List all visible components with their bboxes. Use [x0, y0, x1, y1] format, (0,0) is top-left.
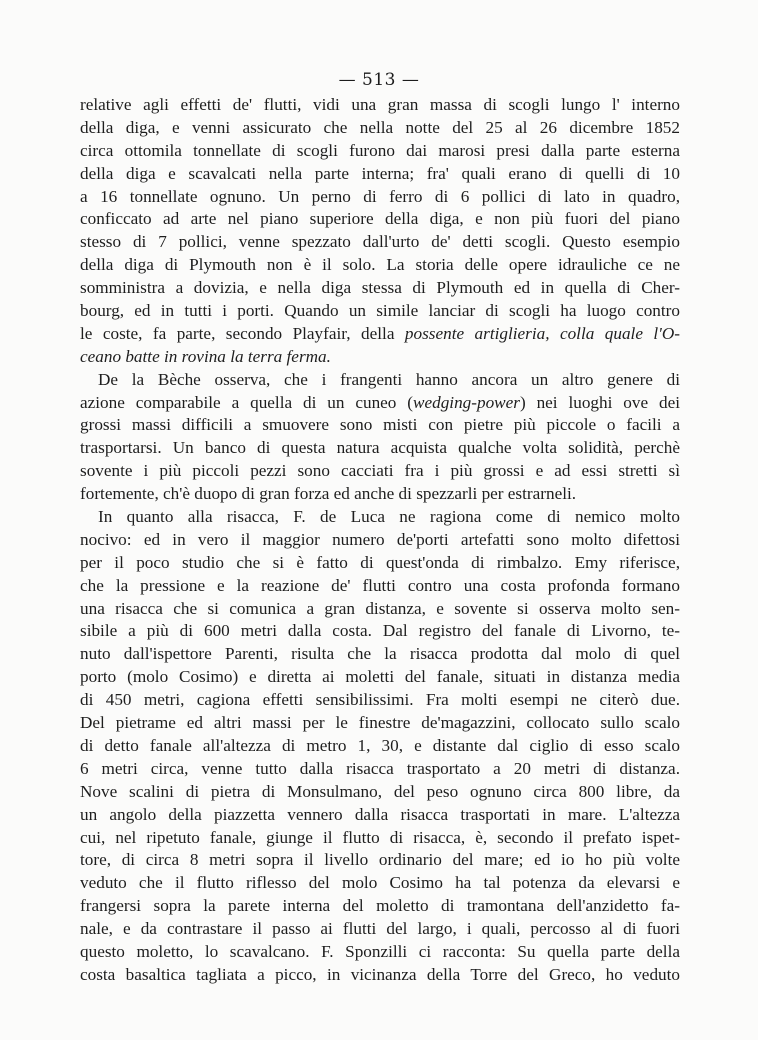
text-line	[80, 827, 680, 850]
italic-text: possente artiglieria, colla quale l'O-	[404, 323, 680, 343]
text-line	[80, 208, 680, 231]
text-line	[80, 918, 680, 941]
text-line	[80, 804, 680, 827]
text-segment: di detto fanale all'altezza di metro 1, 30, e distante dal ciglio di esso scalo	[80, 735, 680, 755]
text-segment: ) nei luoghi ove dei	[519, 392, 680, 412]
text-line	[80, 392, 680, 415]
text-line	[80, 643, 680, 666]
text-segment: De la Bèche osserva, che i frangenti hanno ancora un altro genere di	[98, 369, 680, 389]
text-line	[80, 712, 680, 735]
text-line	[80, 94, 680, 117]
text-line	[80, 414, 680, 437]
text-line	[80, 117, 680, 140]
text-line	[80, 941, 680, 964]
text-line	[80, 140, 680, 163]
text-segment: della diga e scavalcati nella parte interna; fra' quali erano di quelli di 10	[80, 163, 680, 183]
text-segment: per il poco studio che si è fatto di quest'onda di rimbalzo. Emy riferisce,	[80, 552, 680, 572]
text-segment: trasportarsi. Un banco di questa natura acquista qualche volta solidità, perchè	[80, 438, 680, 458]
text-segment: le coste, fa parte, secondo Playfair, della	[80, 323, 405, 343]
text-segment: nuto dall'ispettore Parenti, risulta che la risacca prodotta dal molo di quel	[80, 644, 680, 664]
text-line	[80, 575, 680, 598]
text-line	[80, 552, 680, 575]
text-segment: porto (molo Cosimo) e diretta ai moletti del fanale, situati in distanza media	[80, 667, 680, 687]
text-line	[80, 598, 680, 621]
text-line	[80, 872, 680, 895]
text-line	[80, 346, 680, 369]
text-line	[80, 163, 680, 186]
text-segment: relative agli effetti de' flutti, vidi una gran massa di scogli lungo l' interno	[80, 95, 680, 114]
text-segment: conficcato ad arte nel piano superiore della diga, e non più fuori del piano	[80, 209, 680, 229]
text-segment: costa basaltica tagliata a picco, in vicinanza della Torre del Greco, ho veduto	[80, 964, 680, 984]
page-number: — 513 —	[338, 70, 420, 90]
text-segment: In quanto alla risacca, F. de Luca ne ragiona come di nemico molto	[98, 507, 680, 527]
text-segment: cui, nel ripetuto fanale, giunge il flutto di risacca, è, secondo il prefato ispet-	[80, 827, 680, 847]
text-segment: della diga di Plymouth non è il solo. La storia delle opere idrauliche ce ne	[80, 255, 680, 275]
text-line	[80, 323, 680, 346]
text-segment: bourg, ed in tutti i porti. Quando un simile lanciar di scogli ha luogo contro	[80, 301, 680, 321]
text-segment: questo moletto, lo scavalcano. F. Sponzilli ci racconta: Su quella parte della	[80, 941, 680, 961]
text-line	[80, 895, 680, 918]
text-segment: di 450 metri, cagiona effetti sensibilissimi. Fra molti esempi ne citerò due.	[80, 690, 680, 710]
text-line	[80, 254, 680, 277]
text-line	[80, 964, 680, 987]
text-line	[80, 369, 680, 392]
text-line	[80, 758, 680, 781]
text-segment: nocivo: ed in vero il maggior numero de'porti artefatti sono molto difettosi	[80, 529, 680, 549]
text-segment: a 16 tonnellate ognuno. Un perno di ferro di 6 pollici di lato in quadro,	[80, 186, 680, 206]
text-segment: nale, e da contrastare il passo ai flutti del largo, i quali, percosso al di fuori	[80, 919, 680, 939]
text-segment: circa ottomila tonnellate di scogli furono dai marosi presi dalla parte esterna	[80, 140, 680, 160]
text-line	[80, 666, 680, 689]
body-text	[80, 94, 680, 987]
text-line	[80, 620, 680, 643]
text-line	[80, 529, 680, 552]
text-segment: azione comparabile a quella di un cuneo (	[80, 392, 414, 412]
text-line	[80, 735, 680, 758]
text-line	[80, 781, 680, 804]
text-segment: fortemente, ch'è duopo di gran forza ed anche di spezzarli per estrarneli.	[80, 484, 577, 504]
text-line	[80, 437, 680, 460]
text-segment: Del pietrame ed altri massi per le finestre de'magazzini, collocato sullo scalo	[80, 713, 680, 733]
text-line	[80, 689, 680, 712]
text-segment: che la pressione e la reazione de' flutti contro una costa profonda formano	[80, 575, 680, 595]
text-segment: un angolo della piazzetta vennero dalla risacca trasportati in mare. L'altezza	[80, 804, 680, 824]
text-line	[80, 277, 680, 300]
text-segment: somministra a dovizia, e nella diga stessa di Plymouth ed in quella di Cher-	[80, 278, 680, 298]
text-line	[80, 186, 680, 209]
text-segment: una risacca che si comunica a gran distanza, e sovente si osserva molto sen-	[80, 598, 680, 618]
text-segment: sibile a più di 600 metri dalla costa. Dal registro del fanale di Livorno, te-	[80, 621, 680, 641]
text-line	[80, 483, 680, 506]
text-line	[80, 231, 680, 254]
text-segment: tore, di circa 8 metri sopra il livello ordinario del mare; ed io ho più volte	[80, 850, 680, 870]
text-segment: grossi massi difficili a smuovere sono misti con pietre più piccole o facili a	[80, 415, 680, 435]
text-segment: veduto che il flutto riflesso del molo Cosimo ha tal potenza da elevarsi e	[80, 873, 680, 893]
text-segment: 6 metri circa, venne tutto dalla risacca trasportato a 20 metri di distanza.	[80, 758, 680, 778]
text-segment: Nove scalini di pietra di Monsulmano, del peso ognuno circa 800 libre, da	[80, 781, 680, 801]
text-segment: frangersi sopra la parete interna del moletto di tramontana dell'anzidetto fa-	[80, 896, 680, 916]
text-line	[80, 849, 680, 872]
text-line	[80, 506, 680, 529]
text-segment: stesso di 7 pollici, venne spezzato dall'urto de' detti scogli. Questo esempio	[80, 232, 680, 252]
text-segment: sovente i più piccoli pezzi sono cacciati fra i più grossi e ad essi stretti sì	[80, 461, 680, 481]
text-segment: della diga, e venni assicurato che nella notte del 25 al 26 dicembre 1852	[80, 117, 680, 137]
text-line	[80, 300, 680, 323]
italic-text: wedging-power	[413, 392, 520, 412]
text-line	[80, 460, 680, 483]
italic-text: ceano batte in rovina la terra ferma.	[80, 346, 331, 366]
